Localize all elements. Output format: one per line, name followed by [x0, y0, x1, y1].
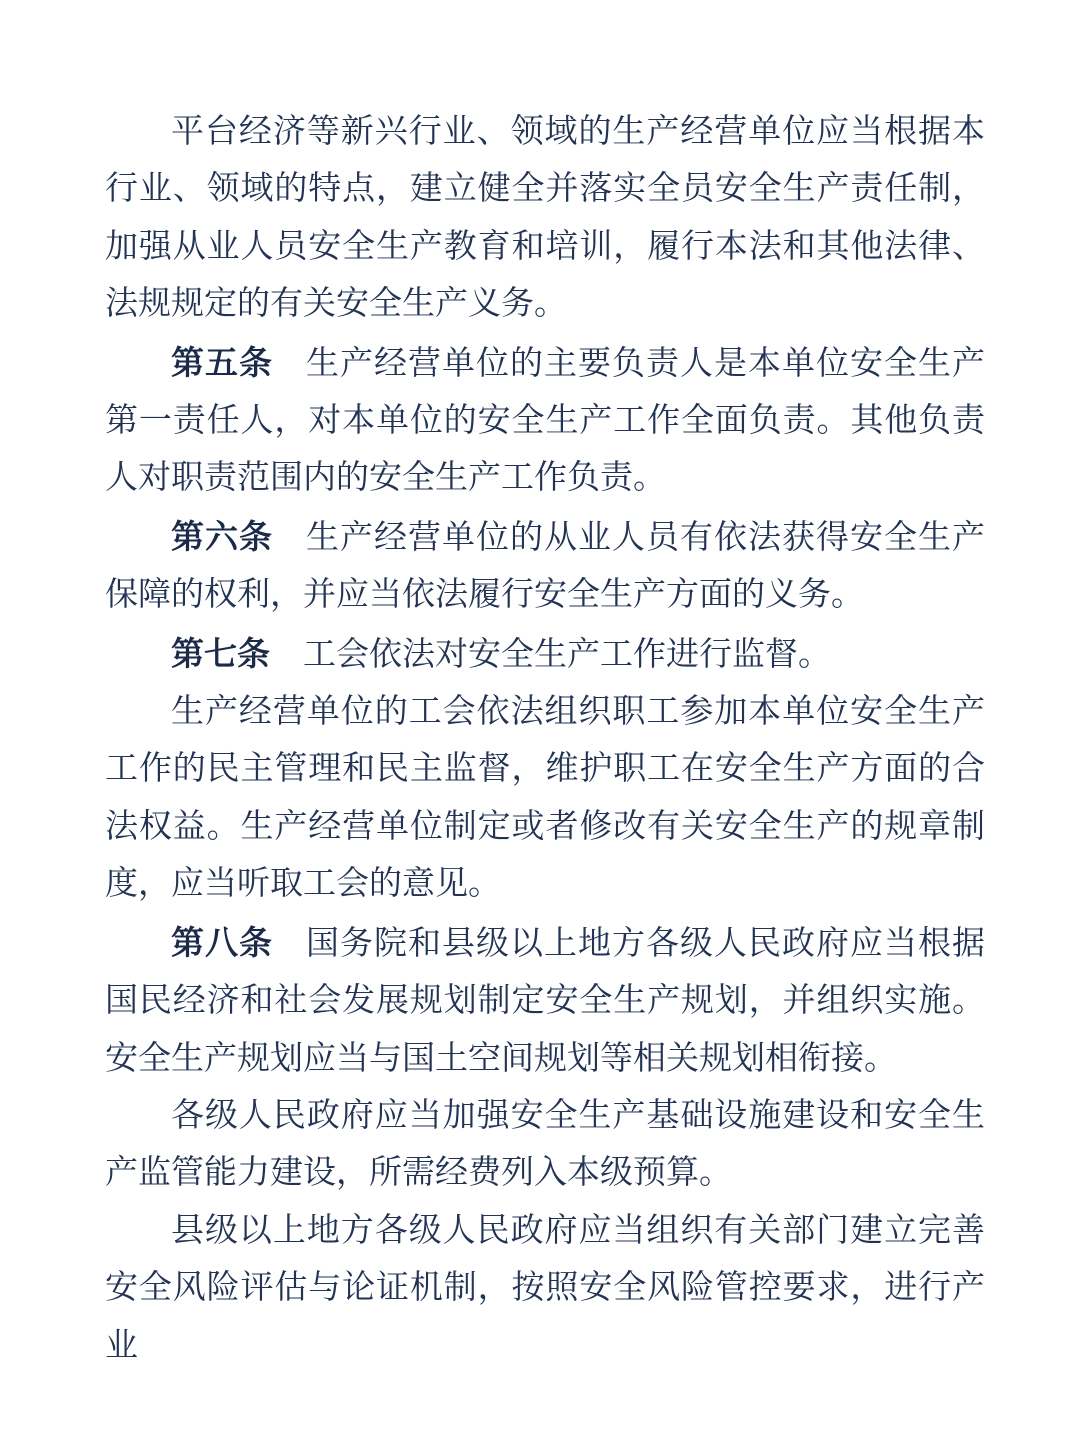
- paragraph: [105, 1203, 985, 1375]
- paragraph-text: 各级人民政府应当加强安全生产基础设施建设和安全生产监管能力建设，所需经费列入本级预算。: [105, 1097, 985, 1192]
- paragraph-article-7: [105, 625, 985, 684]
- paragraph-text: 生产经营单位的从业人员有依法获得安全生产保障的权利，并应当依法履行安全生产方面的义务。: [105, 519, 985, 614]
- article-number: 第六条: [171, 517, 273, 555]
- paragraph-text: 平台经济等新兴行业、领域的生产经营单位应当根据本行业、领域的特点，建立健全并落实全员安全生产责任制，加强从业人员安全生产教育和培训，履行本法和其他法律、法规规定的有关安全生产义务。: [105, 114, 985, 323]
- paragraph-article-5: [105, 334, 985, 508]
- article-number: 第八条: [171, 923, 273, 961]
- document-body: [105, 104, 985, 1375]
- paragraph-text: 国务院和县级以上地方各级人民政府应当根据国民经济和社会发展规划制定安全生产规划，并组织实施。安全生产规划应当与国土空间规划等相关规划相衔接。: [105, 925, 985, 1077]
- paragraph: [105, 104, 985, 334]
- paragraph-text: 生产经营单位的工会依法组织职工参加本单位安全生产工作的民主管理和民主监督，维护职工在安全生产方面的合法权益。生产经营单位制定或者修改有关安全生产的规章制度，应当听取工会的意见。: [105, 694, 985, 903]
- article-number: 第七条: [171, 634, 270, 672]
- paragraph-article-6: [105, 508, 985, 625]
- paragraph-text: 工会依法对安全生产工作进行监督。: [303, 636, 831, 673]
- paragraph-text: 生产经营单位的主要负责人是本单位安全生产第一责任人，对本单位的安全生产工作全面负责。其他负责人对职责范围内的安全生产工作负责。: [105, 345, 985, 497]
- article-number: 第五条: [171, 343, 273, 381]
- paragraph: [105, 1088, 985, 1203]
- paragraph-article-8: [105, 914, 985, 1088]
- paragraph: [105, 684, 985, 914]
- paragraph-text: 县级以上地方各级人民政府应当组织有关部门建立完善安全风险评估与论证机制，按照安全风险管控要求，进行产业: [105, 1212, 985, 1364]
